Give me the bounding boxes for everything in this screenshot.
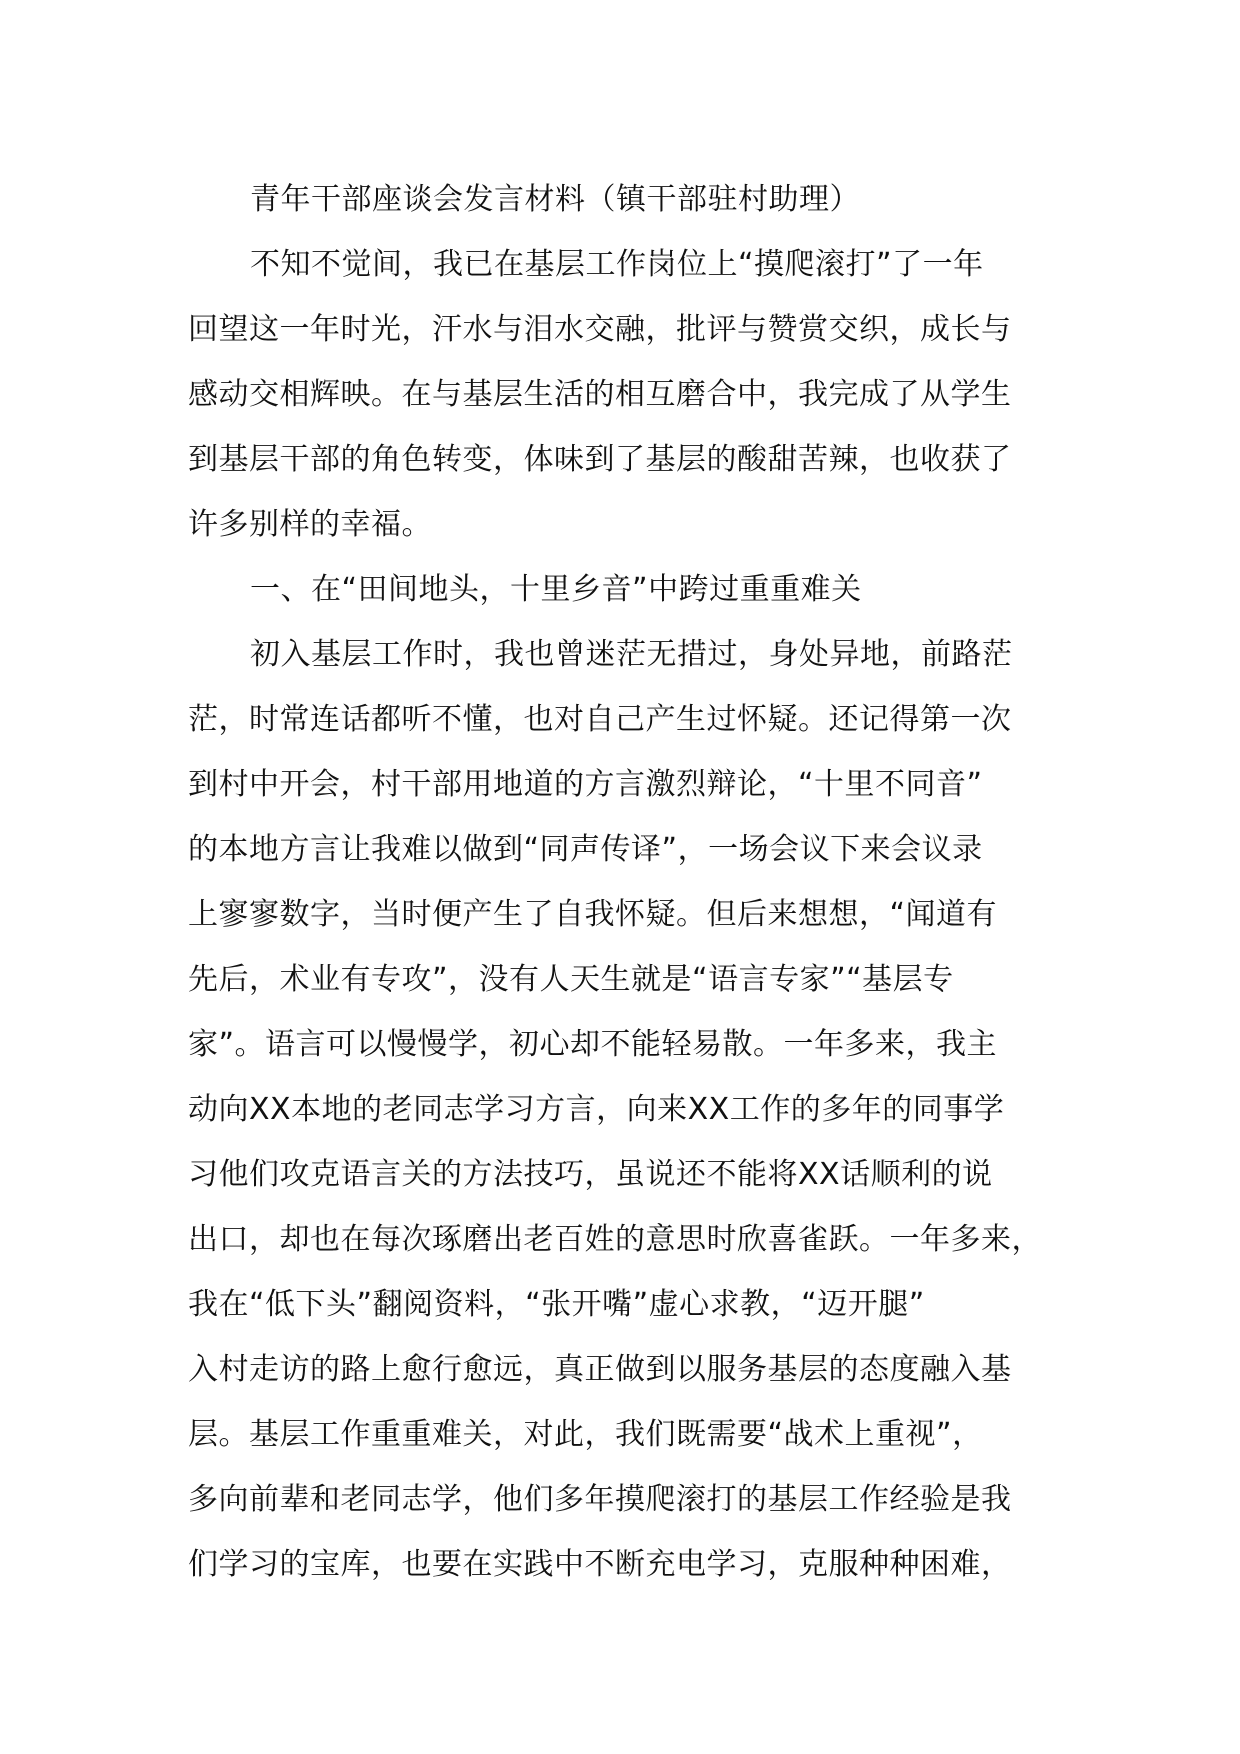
- document-title: 青年干部座谈会发言材料（镇干部驻村助理）: [250, 182, 860, 217]
- paragraph-line: 层。基层工作重重难关，对此，我们既需要“战术上重视”，: [188, 1417, 983, 1452]
- paragraph-line: 的本地方言让我难以做到“同声传译”，一场会议下来会议录: [188, 832, 983, 867]
- paragraph-line: 家”。语言可以慢慢学，初心却不能轻易散。一年多来，我主: [188, 1027, 998, 1062]
- paragraph-line: 们学习的宝库，也要在实践中不断充电学习，克服种种困难，: [188, 1547, 1012, 1582]
- paragraph-line: 感动交相辉映。在与基层生活的相互磨合中，我完成了从学生: [188, 377, 1012, 412]
- paragraph-line: 初入基层工作时，我也曾迷茫无措过，身处异地，前路茫: [250, 637, 1013, 672]
- paragraph-line: 不知不觉间，我已在基层工作岗位上“摸爬滚打”了一年: [250, 247, 984, 282]
- paragraph-line: 许多别样的幸福。: [188, 507, 432, 542]
- paragraph-line: 到基层干部的角色转变，体味到了基层的酸甜苦辣，也收获了: [188, 442, 1012, 477]
- paragraph-line: 我在“低下头”翻阅资料，“张开嘴”虚心求教，“迈开腿”: [188, 1287, 925, 1322]
- paragraph-line: 动向XX本地的老同志学习方言，向来XX工作的多年的同事学: [188, 1092, 1005, 1127]
- paragraph-line: 习他们攻克语言关的方法技巧，虽说还不能将XX话顺利的说: [188, 1157, 993, 1192]
- paragraph-line: 到村中开会，村干部用地道的方言激烈辩论，“十里不同音”: [188, 767, 983, 802]
- paragraph-line: 入村走访的路上愈行愈远，真正做到以服务基层的态度融入基: [188, 1352, 1012, 1387]
- paragraph-line: 茫，时常连话都听不懂，也对自己产生过怀疑。还记得第一次: [188, 702, 1012, 737]
- paragraph-line: 先后，术业有专攻”，没有人天生就是“语言专家”“基层专: [188, 962, 954, 997]
- document-body: [188, 167, 1068, 1597]
- paragraph-line: 上寥寥数字，当时便产生了自我怀疑。但后来想想，“闻道有: [188, 897, 998, 932]
- paragraph-line: 多向前辈和老同志学，他们多年摸爬滚打的基层工作经验是我: [188, 1482, 1012, 1517]
- section-heading: 一、在“田间地头，十里乡音”中跨过重重难关: [250, 572, 862, 607]
- paragraph-line: 出口，却也在每次琢磨出老百姓的意思时欣喜雀跃。一年多来，: [188, 1222, 1042, 1257]
- paragraph-line: 回望这一年时光，汗水与泪水交融，批评与赞赏交织，成长与: [188, 312, 1012, 347]
